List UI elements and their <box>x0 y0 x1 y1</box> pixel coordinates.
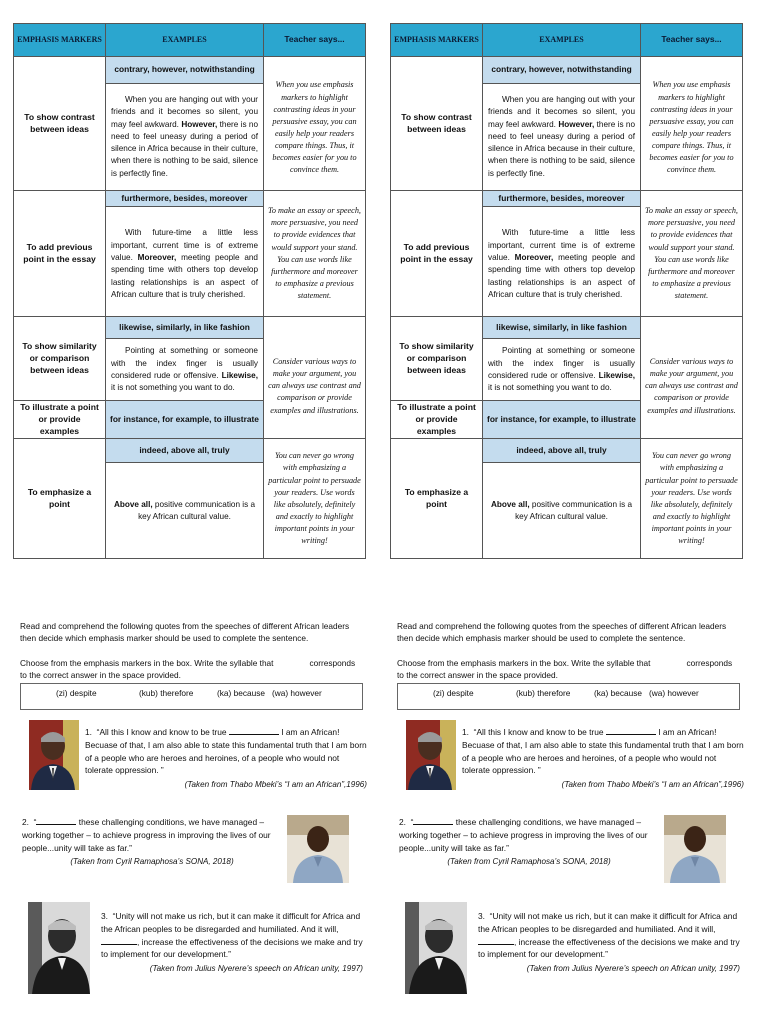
quote-1: 1. “All this I know and know to be true I am an African! Becuase of that, I am also able to state this fundamental truth that I am born of a people who are heroes and heroines, of a people who would not tolerate oppression. ” (Taken from Thabo Mbeki’s “I am an African”,1996) <box>462 726 744 791</box>
quote-2: 2. “ these challenging conditions, we have managed – working together – to achieve progress in improving the lives of our people...unity will take as far.” (Taken from Cyril Ramaphosa’s SONA, 2018) <box>22 816 282 869</box>
purpose-add: To add previous point in the essay <box>14 191 106 317</box>
thabo-mbeki-photo <box>406 720 456 790</box>
table-row <box>14 317 366 339</box>
table-row <box>391 191 743 207</box>
quote-2-source: (Taken from Cyril Ramaphosa’s SONA, 2018) <box>70 857 234 867</box>
answer-blank-3[interactable] <box>101 937 137 945</box>
quote-3: 3. “Unity will not make us rich, but it can make it difficult for Africa and the African peoples to be disregarded and humiliated. And it will, , increase the effectiveness of the decisions we make and try to implement for our development.” (Taken from Julius Nyerere’s speech on African unity, 1997) <box>478 910 740 975</box>
teacher-note-similarity: Consider various ways to make your argument, you can always use contrast and comparison or provide examples and illustrations. <box>264 317 366 439</box>
instruction-choose: Choose from the emphasis markers in the box. Write the syllable that corresponds to the correct answer in the space provided. <box>20 658 356 681</box>
quote-3-source: (Taken from Julius Nyerere’s speech on African unity, 1997) <box>526 964 740 974</box>
header-examples: EXAMPLES <box>106 24 264 57</box>
header-examples: EXAMPLES <box>483 24 641 57</box>
teacher-note-similarity: Consider various ways to make your argument, you can always use contrast and comparison or provide examples and illustrations. <box>641 317 743 439</box>
quote-2: 2. “ these challenging conditions, we have managed – working together – to achieve progress in improving the lives of our people...unity will take as far.” (Taken from Cyril Ramaphosa’s SONA, 2018) <box>399 816 659 869</box>
table-row <box>14 439 366 463</box>
quote-2-source: (Taken from Cyril Ramaphosa’s SONA, 2018) <box>447 857 611 867</box>
quote-3-source: (Taken from Julius Nyerere’s speech on African unity, 1997) <box>149 964 363 974</box>
choices-box <box>397 683 740 710</box>
purpose-illustrate: To illustrate a point or provide examples <box>14 401 106 439</box>
instruction-read: Read and comprehend the following quotes from the speeches of different African leaders then decide which emphasis marker should be used to complete the sentence. <box>397 621 727 644</box>
header-teacher: Teacher says... <box>264 24 366 57</box>
markers-similarity: likewise, similarly, in like fashion <box>106 317 264 339</box>
choice-ka: (ka) because <box>217 688 265 698</box>
answer-blank-1[interactable] <box>606 727 656 735</box>
markers-contrast: contrary, however, notwithstanding <box>483 57 641 84</box>
table-header-row <box>391 24 743 57</box>
example-add: With future-time a little less important, current time is of extreme value. Moreover, meeting people and spending time with others top develop lasting relationships is an aspect of African culture that is truly cherished. <box>483 207 641 317</box>
purpose-emphasize: To emphasize a point <box>14 439 106 559</box>
worksheet-copy-right <box>390 0 742 1024</box>
choice-zi: (zi) despite <box>433 688 474 698</box>
quote-1-source: (Taken from Thabo Mbeki’s “I am an African”,1996) <box>184 780 367 790</box>
teacher-note-add: To make an essay or speech, more persuasive, you need to provide evidences that would support your stand. You can use words like furthermore and moreover to emphasize a previous statement. <box>264 191 366 317</box>
answer-blank-3[interactable] <box>478 937 514 945</box>
markers-illustrate: for instance, for example, to illustrate <box>483 401 641 439</box>
table-row <box>391 317 743 339</box>
table-row <box>391 57 743 84</box>
table-row <box>391 439 743 463</box>
markers-illustrate: for instance, for example, to illustrate <box>106 401 264 439</box>
quote-1-source: (Taken from Thabo Mbeki’s “I am an African”,1996) <box>561 780 744 790</box>
instruction-read: Read and comprehend the following quotes from the speeches of different African leaders then decide which emphasis marker should be used to complete the sentence. <box>20 621 350 644</box>
markers-emphasize: indeed, above all, truly <box>106 439 264 463</box>
example-emphasize: Above all, positive communication is a key African cultural value. <box>483 463 641 559</box>
choice-ka: (ka) because <box>594 688 642 698</box>
markers-emphasize: indeed, above all, truly <box>483 439 641 463</box>
answer-blank-2[interactable] <box>36 817 76 825</box>
julius-nyerere-photo <box>28 902 90 994</box>
purpose-contrast: To show contrast between ideas <box>391 57 483 191</box>
choice-zi: (zi) despite <box>56 688 97 698</box>
choices-box <box>20 683 363 710</box>
choice-wa: (wa) however <box>272 688 322 698</box>
choice-kub: (kub) therefore <box>139 688 194 698</box>
purpose-contrast: To show contrast between ideas <box>14 57 106 191</box>
emphasis-markers-table <box>390 23 743 559</box>
instruction-choose: Choose from the emphasis markers in the box. Write the syllable that corresponds to the correct answer in the space provided. <box>397 658 733 681</box>
example-similarity: Pointing at something or someone with the index finger is usually considered rude or offensive. Likewise, it is not something you want to do. <box>483 339 641 401</box>
purpose-similarity: To show similarity or comparison between ideas <box>14 317 106 401</box>
purpose-emphasize: To emphasize a point <box>391 439 483 559</box>
example-similarity: Pointing at something or someone with the index finger is usually considered rude or offensive. Likewise, it is not something you want to do. <box>106 339 264 401</box>
example-add: With future-time a little less important, current time is of extreme value. Moreover, meeting people and spending time with others top develop lasting relationships is an aspect of African culture that is truly cherished. <box>106 207 264 317</box>
teacher-note-emphasize: You can never go wrong with emphasizing a particular point to persuade your readers. Use words like absolutely, definitely and exactly to highlight important points in your writing! <box>264 439 366 559</box>
example-contrast: When you are hanging out with your friends and it becomes so silent, you may feel awkward. However, there is no need to feel uneasy during a period of silence in Africa because in their culture, when there is nothing to be said, silence is perfectly fine. <box>106 84 264 191</box>
markers-add: furthermore, besides, moreover <box>483 191 641 207</box>
teacher-note-contrast: When you use emphasis markers to highlight contrasting ideas in your persuasive essay, you can easily help your readers compare things. Thus, it becomes easier for you to convince them. <box>264 57 366 191</box>
example-emphasize: Above all, positive communication is a key African cultural value. <box>106 463 264 559</box>
markers-similarity: likewise, similarly, in like fashion <box>483 317 641 339</box>
cyril-ramaphosa-photo <box>664 815 726 883</box>
teacher-note-contrast: When you use emphasis markers to highlight contrasting ideas in your persuasive essay, you can easily help your readers compare things. Thus, it becomes easier for you to convince them. <box>641 57 743 191</box>
teacher-note-add: To make an essay or speech, more persuasive, you need to provide evidences that would support your stand. You can use words like furthermore and moreover to emphasize a previous statement. <box>641 191 743 317</box>
table-row <box>14 57 366 84</box>
markers-add: furthermore, besides, moreover <box>106 191 264 207</box>
thabo-mbeki-photo <box>29 720 79 790</box>
choice-wa: (wa) however <box>649 688 699 698</box>
worksheet-copy-left <box>13 0 365 1024</box>
quote-3: 3. “Unity will not make us rich, but it can make it difficult for Africa and the African peoples to be disregarded and humiliated. And it will, , increase the effectiveness of the decisions we make and try to implement for our development.” (Taken from Julius Nyerere’s speech on African unity, 1997) <box>101 910 363 975</box>
purpose-similarity: To show similarity or comparison between ideas <box>391 317 483 401</box>
cyril-ramaphosa-photo <box>287 815 349 883</box>
teacher-note-emphasize: You can never go wrong with emphasizing a particular point to persuade your readers. Use words like absolutely, definitely and exactly to highlight important points in your writing! <box>641 439 743 559</box>
answer-blank-2[interactable] <box>413 817 453 825</box>
purpose-illustrate: To illustrate a point or provide examples <box>391 401 483 439</box>
answer-blank-1[interactable] <box>229 727 279 735</box>
quote-1: 1. “All this I know and know to be true I am an African! Becuase of that, I am also able to state this fundamental truth that I am born of a people who are heroes and heroines, of a people who would not tolerate oppression. ” (Taken from Thabo Mbeki’s “I am an African”,1996) <box>85 726 367 791</box>
emphasis-markers-table <box>13 23 366 559</box>
example-contrast: When you are hanging out with your friends and it becomes so silent, you may feel awkward. However, there is no need to feel uneasy during a period of silence in Africa because in their culture, when there is nothing to be said, silence is perfectly fine. <box>483 84 641 191</box>
julius-nyerere-photo <box>405 902 467 994</box>
header-teacher: Teacher says... <box>641 24 743 57</box>
markers-contrast: contrary, however, notwithstanding <box>106 57 264 84</box>
header-markers: EMPHASIS MARKERS <box>14 24 106 57</box>
header-markers: EMPHASIS MARKERS <box>391 24 483 57</box>
table-header-row <box>14 24 366 57</box>
table-row <box>14 191 366 207</box>
purpose-add: To add previous point in the essay <box>391 191 483 317</box>
choice-kub: (kub) therefore <box>516 688 571 698</box>
